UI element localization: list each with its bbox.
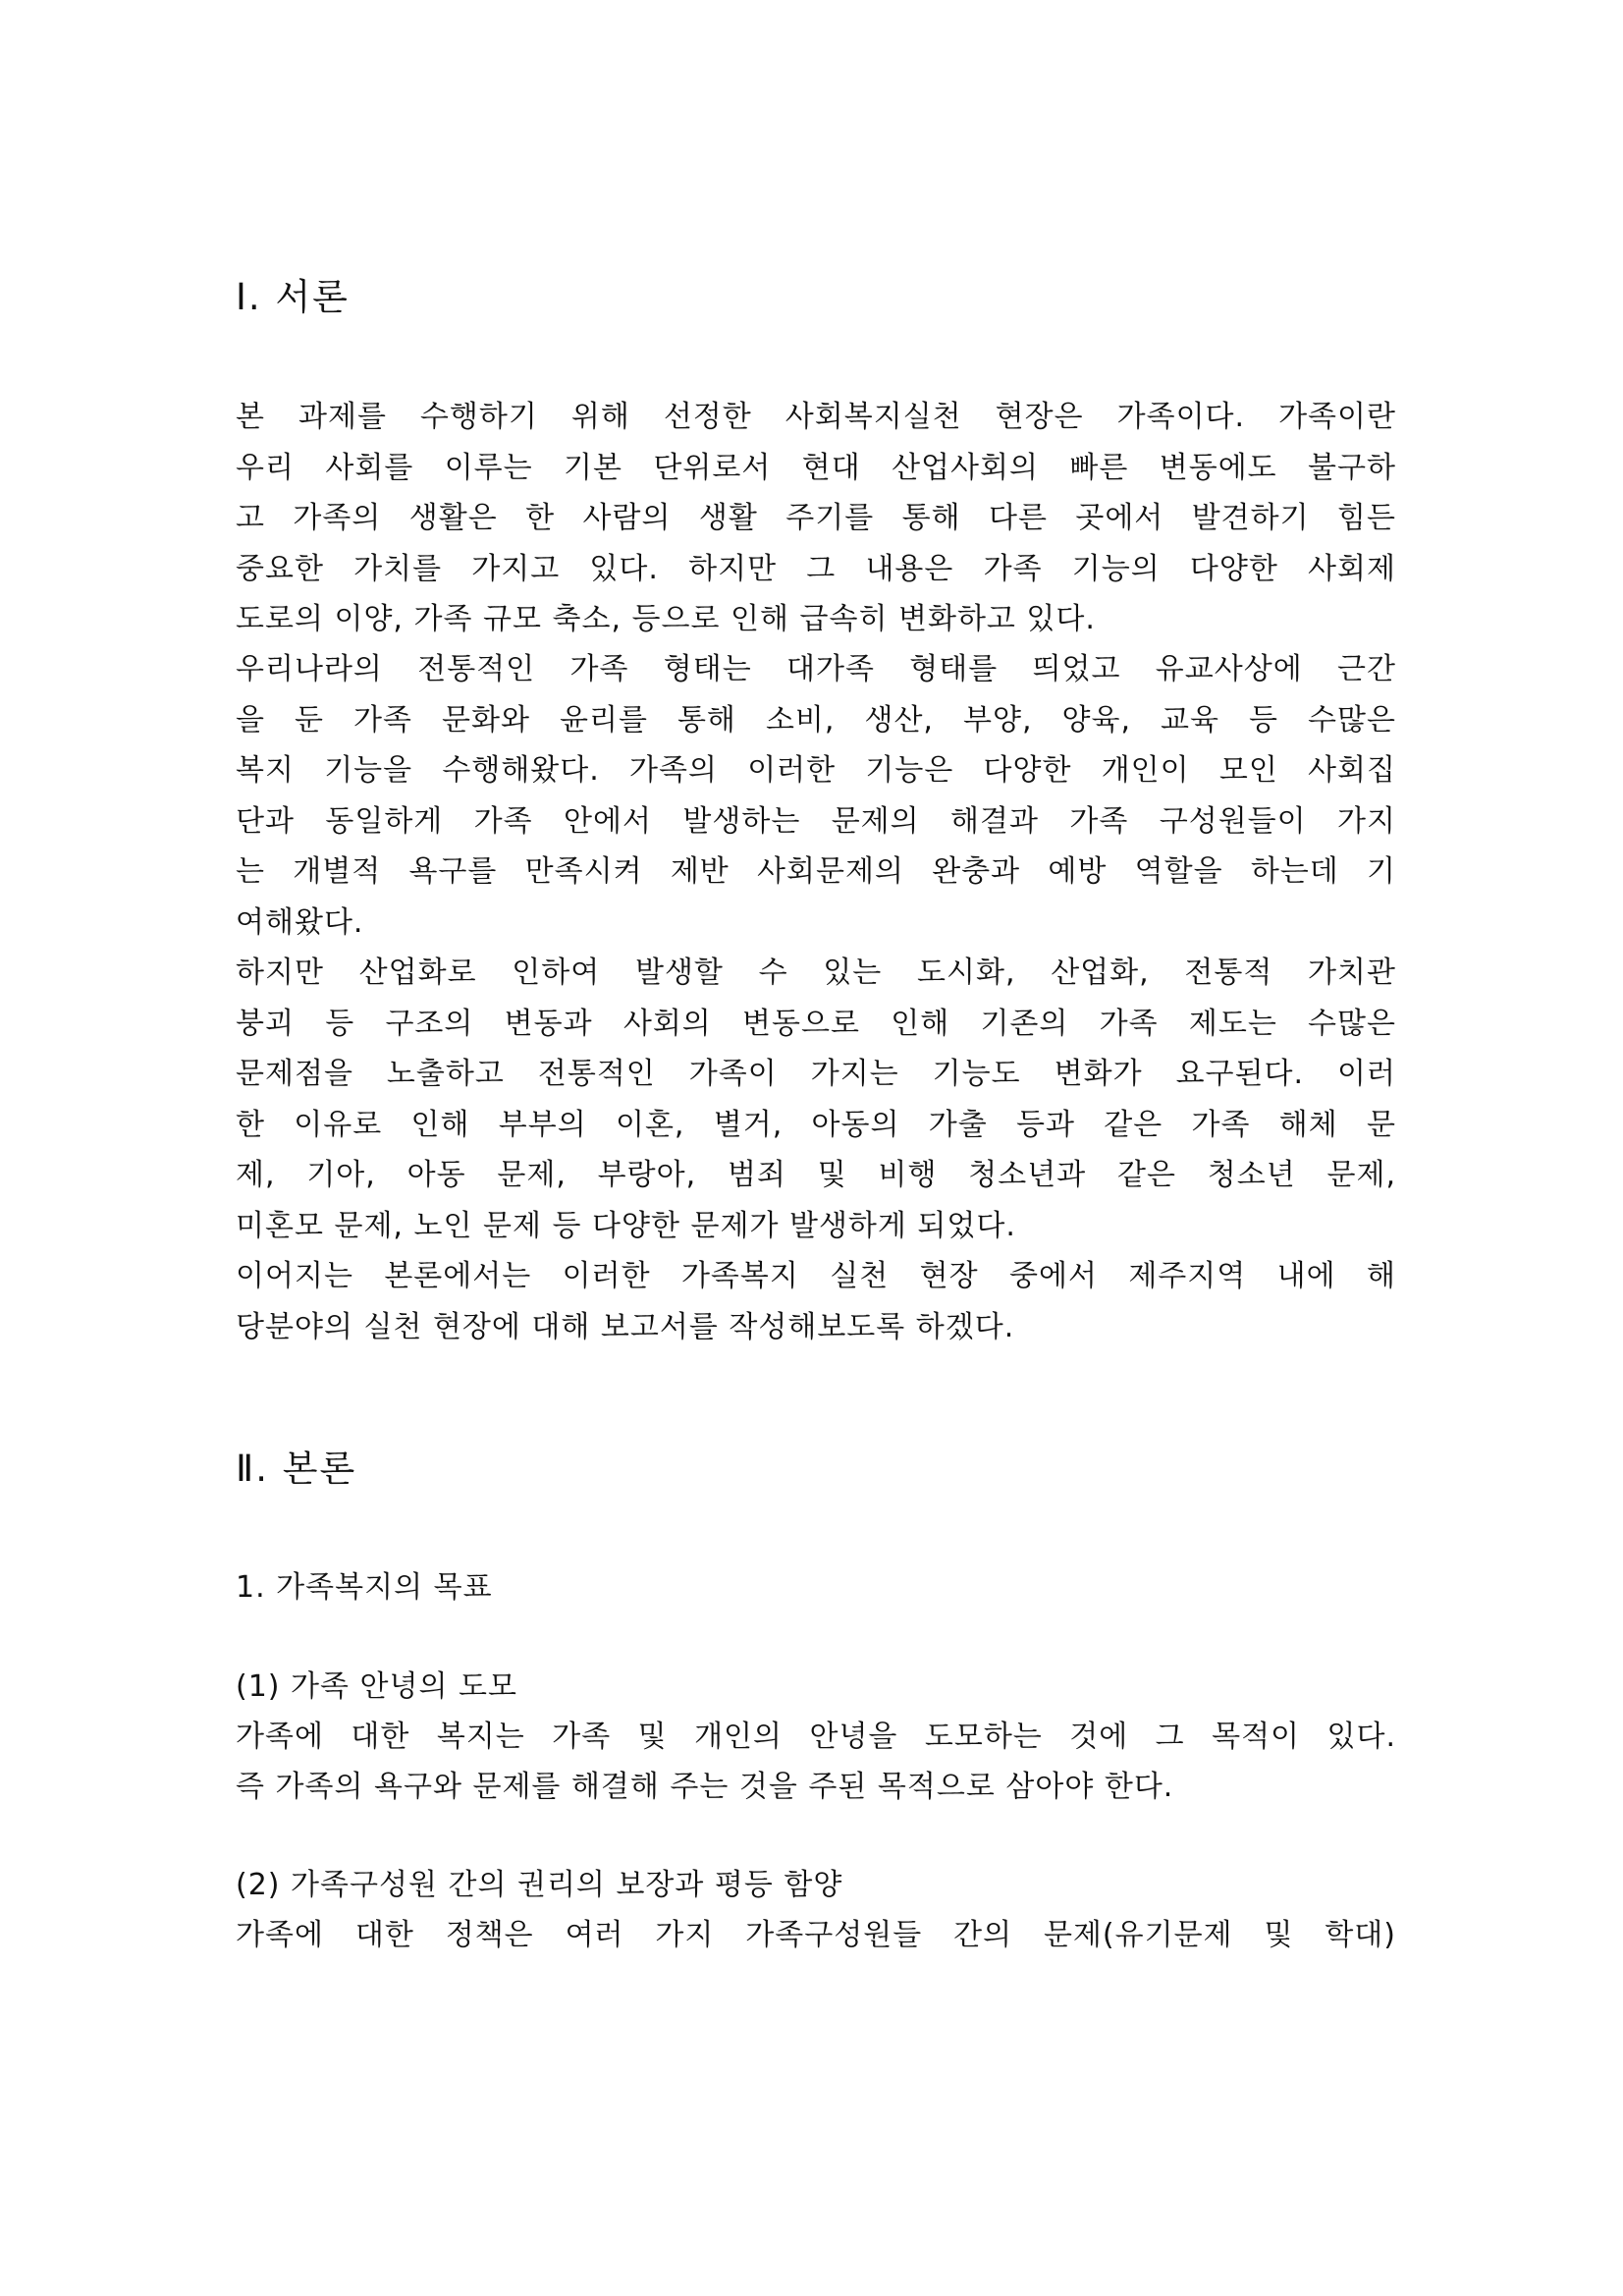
paragraph-line: 당분야의 실천 현장에 대해 보고서를 작성해보도록 하겠다. — [236, 1310, 1015, 1344]
paragraph-line: 즉 가족의 욕구와 문제를 해결해 주는 것을 주된 목적으로 삼아야 한다. — [236, 1770, 1174, 1804]
paragraph-line: 제, 기아, 아동 문제, 부랑아, 범죄 및 비행 청소년과 같은 청소년 문제, — [236, 1158, 1396, 1192]
paragraph-line: 우리 사회를 이루는 기본 단위로서 현대 산업사회의 빠른 변동에도 불구하 — [236, 451, 1396, 485]
paragraph-line: 우리나라의 전통적인 가족 형태는 대가족 형태를 띄었고 유교사상에 근간 — [236, 652, 1396, 686]
paragraph-line: 는 개별적 욕구를 만족시켜 제반 사회문제의 완충과 예방 역할을 하는데 기 — [236, 854, 1396, 889]
paragraph-line: 여해왔다. — [236, 905, 364, 940]
item-1-title: (1) 가족 안녕의 도모 — [236, 1669, 517, 1704]
paragraph-line: 붕괴 등 구조의 변동과 사회의 변동으로 인해 기존의 가족 제도는 수많은 — [236, 1007, 1396, 1041]
paragraph-line: 하지만 산업화로 인하여 발생할 수 있는 도시화, 산업화, 전통적 가치관 — [236, 956, 1396, 990]
subsection-title: 1. 가족복지의 목표 — [236, 1570, 493, 1605]
paragraph-line: 복지 기능을 수행해왔다. 가족의 이러한 기능은 다양한 개인이 모인 사회집 — [236, 753, 1396, 788]
section-1-title: Ⅰ. 서론 — [236, 276, 350, 318]
paragraph-line: 이어지는 본론에서는 이러한 가족복지 실천 현장 중에서 제주지역 내에 해 — [236, 1259, 1396, 1293]
paragraph-line: 본 과제를 수행하기 위해 선정한 사회복지실천 현장은 가족이다. 가족이란 — [236, 400, 1396, 434]
paragraph-line: 단과 동일하게 가족 안에서 발생하는 문제의 해결과 가족 구성원들이 가지 — [236, 804, 1396, 839]
paragraph-line: 가족에 대한 복지는 가족 및 개인의 안녕을 도모하는 것에 그 목적이 있다. — [236, 1720, 1396, 1754]
paragraph-line: 가족에 대한 정책은 여러 가지 가족구성원들 간의 문제(유기문제 및 학대) — [236, 1918, 1396, 1952]
paragraph-line: 한 이유로 인해 부부의 이혼, 별거, 아동의 가출 등과 같은 가족 해체 문 — [236, 1108, 1396, 1142]
item-2-title: (2) 가족구성원 간의 권리의 보장과 평등 함양 — [236, 1868, 843, 1902]
paragraph-line: 고 가족의 생활은 한 사람의 생활 주기를 통해 다른 곳에서 발견하기 힘든 — [236, 501, 1396, 535]
section-2-title: Ⅱ. 본론 — [236, 1448, 357, 1490]
paragraph-line: 미혼모 문제, 노인 문제 등 다양한 문제가 발생하게 되었다. — [236, 1209, 1016, 1243]
paragraph-line: 문제점을 노출하고 전통적인 가족이 가지는 기능도 변화가 요구된다. 이러 — [236, 1057, 1396, 1091]
paragraph-line: 도로의 이양, 가족 규모 축소, 등으로 인해 급속히 변화하고 있다. — [236, 602, 1096, 636]
paragraph-line: 중요한 가치를 가지고 있다. 하지만 그 내용은 가족 기능의 다양한 사회제 — [236, 552, 1396, 586]
paragraph-line: 을 둔 가족 문화와 윤리를 통해 소비, 생산, 부양, 양육, 교육 등 수많은 — [236, 703, 1396, 738]
